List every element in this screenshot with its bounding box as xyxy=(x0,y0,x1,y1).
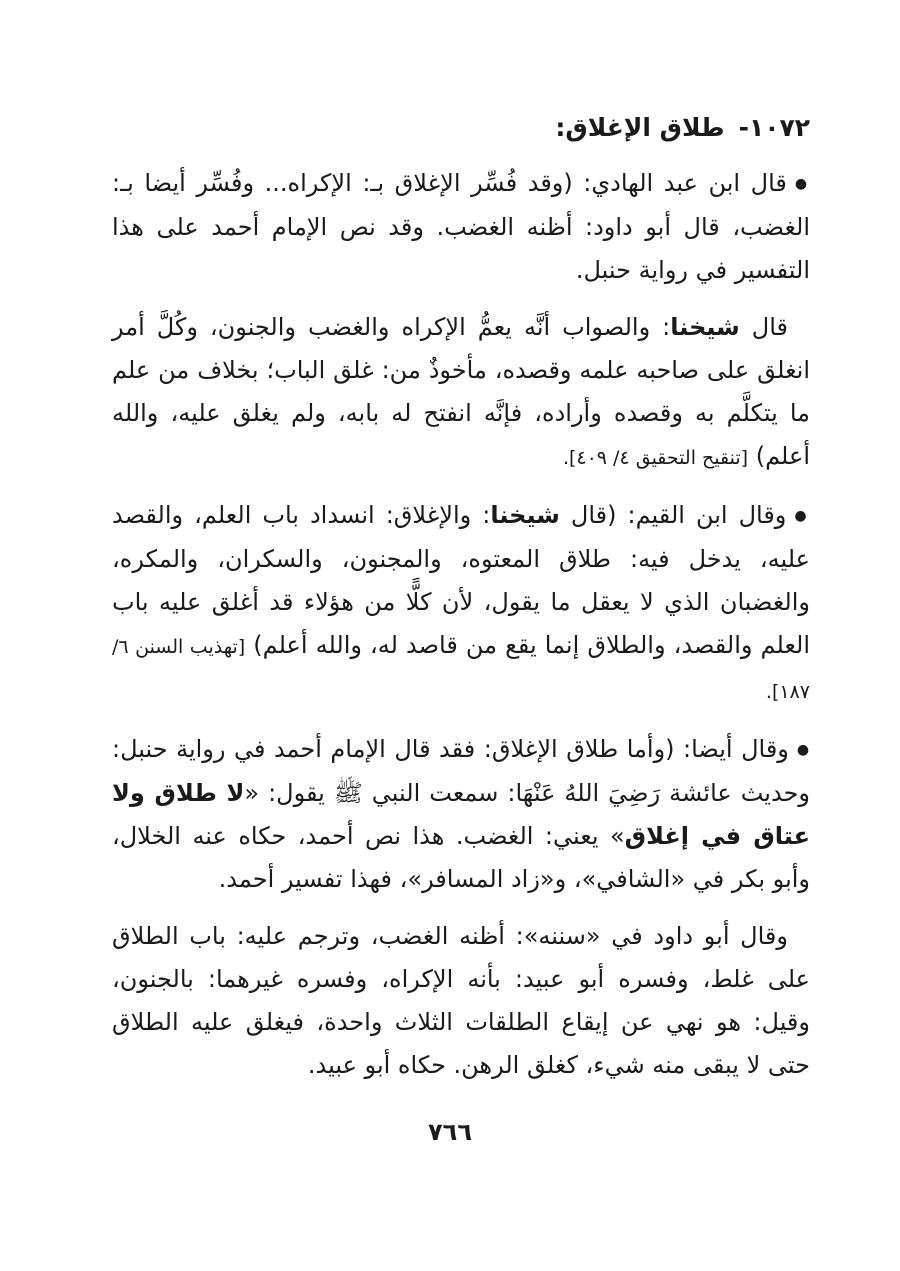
paragraph-text-after: : والإغلاق: انسداد باب العلم، والقصد عليه، يدخل فيه: طلاق المعتوه، والمجنون، والسكران، والمكره، والغضبان الذي لا يعقل ما يقول، لأن كلًّا من هؤلاء قد أغلق عليه باب العلم والقصد، والطلاق إنما يقع من قاصد له، والله أعلم) xyxy=(112,501,811,659)
paragraph-text-before: وقال أيضا: (وأما طلاق الإغلاق: فقد قال الإمام أحمد في رواية حنبل: وحديث عائشة رَضِيَ اللهُ عَنْهَا: سمعت النبي ﷺ يقول: « xyxy=(112,735,811,807)
section-title: طلاق الإغلاق: xyxy=(555,113,725,142)
source-reference: [تنقيح التحقيق ٤/ ٤٠٩]. xyxy=(562,447,749,469)
paragraph-bold-text: شيخنا xyxy=(670,313,740,341)
bullet-icon: ● xyxy=(796,742,810,758)
paragraph-ibn-abd-alhadi xyxy=(112,162,810,292)
paragraph-shaykhuna xyxy=(112,306,810,480)
section-heading xyxy=(112,108,810,148)
paragraph-text-before: قال xyxy=(739,313,788,341)
bullet-icon: ● xyxy=(794,176,810,192)
paragraph-also-said xyxy=(112,728,810,901)
paragraph-text-after: : والصواب أنَّه يعمُّ الإكراه والغضب والجنون، وكُلَّ أمر انغلق على صاحبه علمه وقصده، مأخوذٌ من: غلق الباب؛ بخلاف من علم ما يتكلَّم به وقصده وأراده، فإنَّه انفتح له بابه، ولم يغلق عليه، والله أعلم) xyxy=(112,313,810,470)
paragraph-abu-dawud xyxy=(112,915,810,1087)
paragraph-bold-text: شيخنا xyxy=(490,501,560,529)
paragraph-text: وقال أبو داود في «سننه»: أظنه الغضب، وترجم عليه: باب الطلاق على غلط، وفسره أبو عبيد: بأنه الإكراه، وفسره غيرهما: بالجنون، وقيل: هو نهي عن إيقاع الطلقات الثلاث واحدة، فيغلق عليه الطلاق حتى لا يبقى منه شيء، كغلق الرهن. حكاه أبو عبيد. xyxy=(112,922,810,1079)
hadith-quote: لا طلاق ولا عتاق في إغلاق xyxy=(112,779,810,850)
section-number: ١٠٧٢- xyxy=(738,113,810,142)
bullet-icon: ● xyxy=(794,508,810,524)
paragraph-text-after: » يعني: الغضب. هذا نص أحمد، حكاه عنه الخلال، وأبو بكر في «الشافي»، و«زاد المسافر»، فهذا تفسير أحمد. xyxy=(112,822,810,893)
paragraph-text-before: وقال ابن القيم: (قال xyxy=(559,501,787,529)
source-reference: [تهذيب السنن ٦/ ١٨٧]. xyxy=(112,636,810,703)
paragraph-ibn-alqayyim xyxy=(112,494,810,714)
page-number: ٧٦٦ xyxy=(428,1118,472,1146)
page-body xyxy=(112,108,810,1101)
paragraph-text: قال ابن عبد الهادي: (وقد فُسِّر الإغلاق بـ: الإكراه... وفُسِّر أيضا بـ: الغضب، قال أبو داود: أظنه الغضب. وقد نص الإمام أحمد على هذا التفسير في رواية حنبل. xyxy=(112,169,810,284)
